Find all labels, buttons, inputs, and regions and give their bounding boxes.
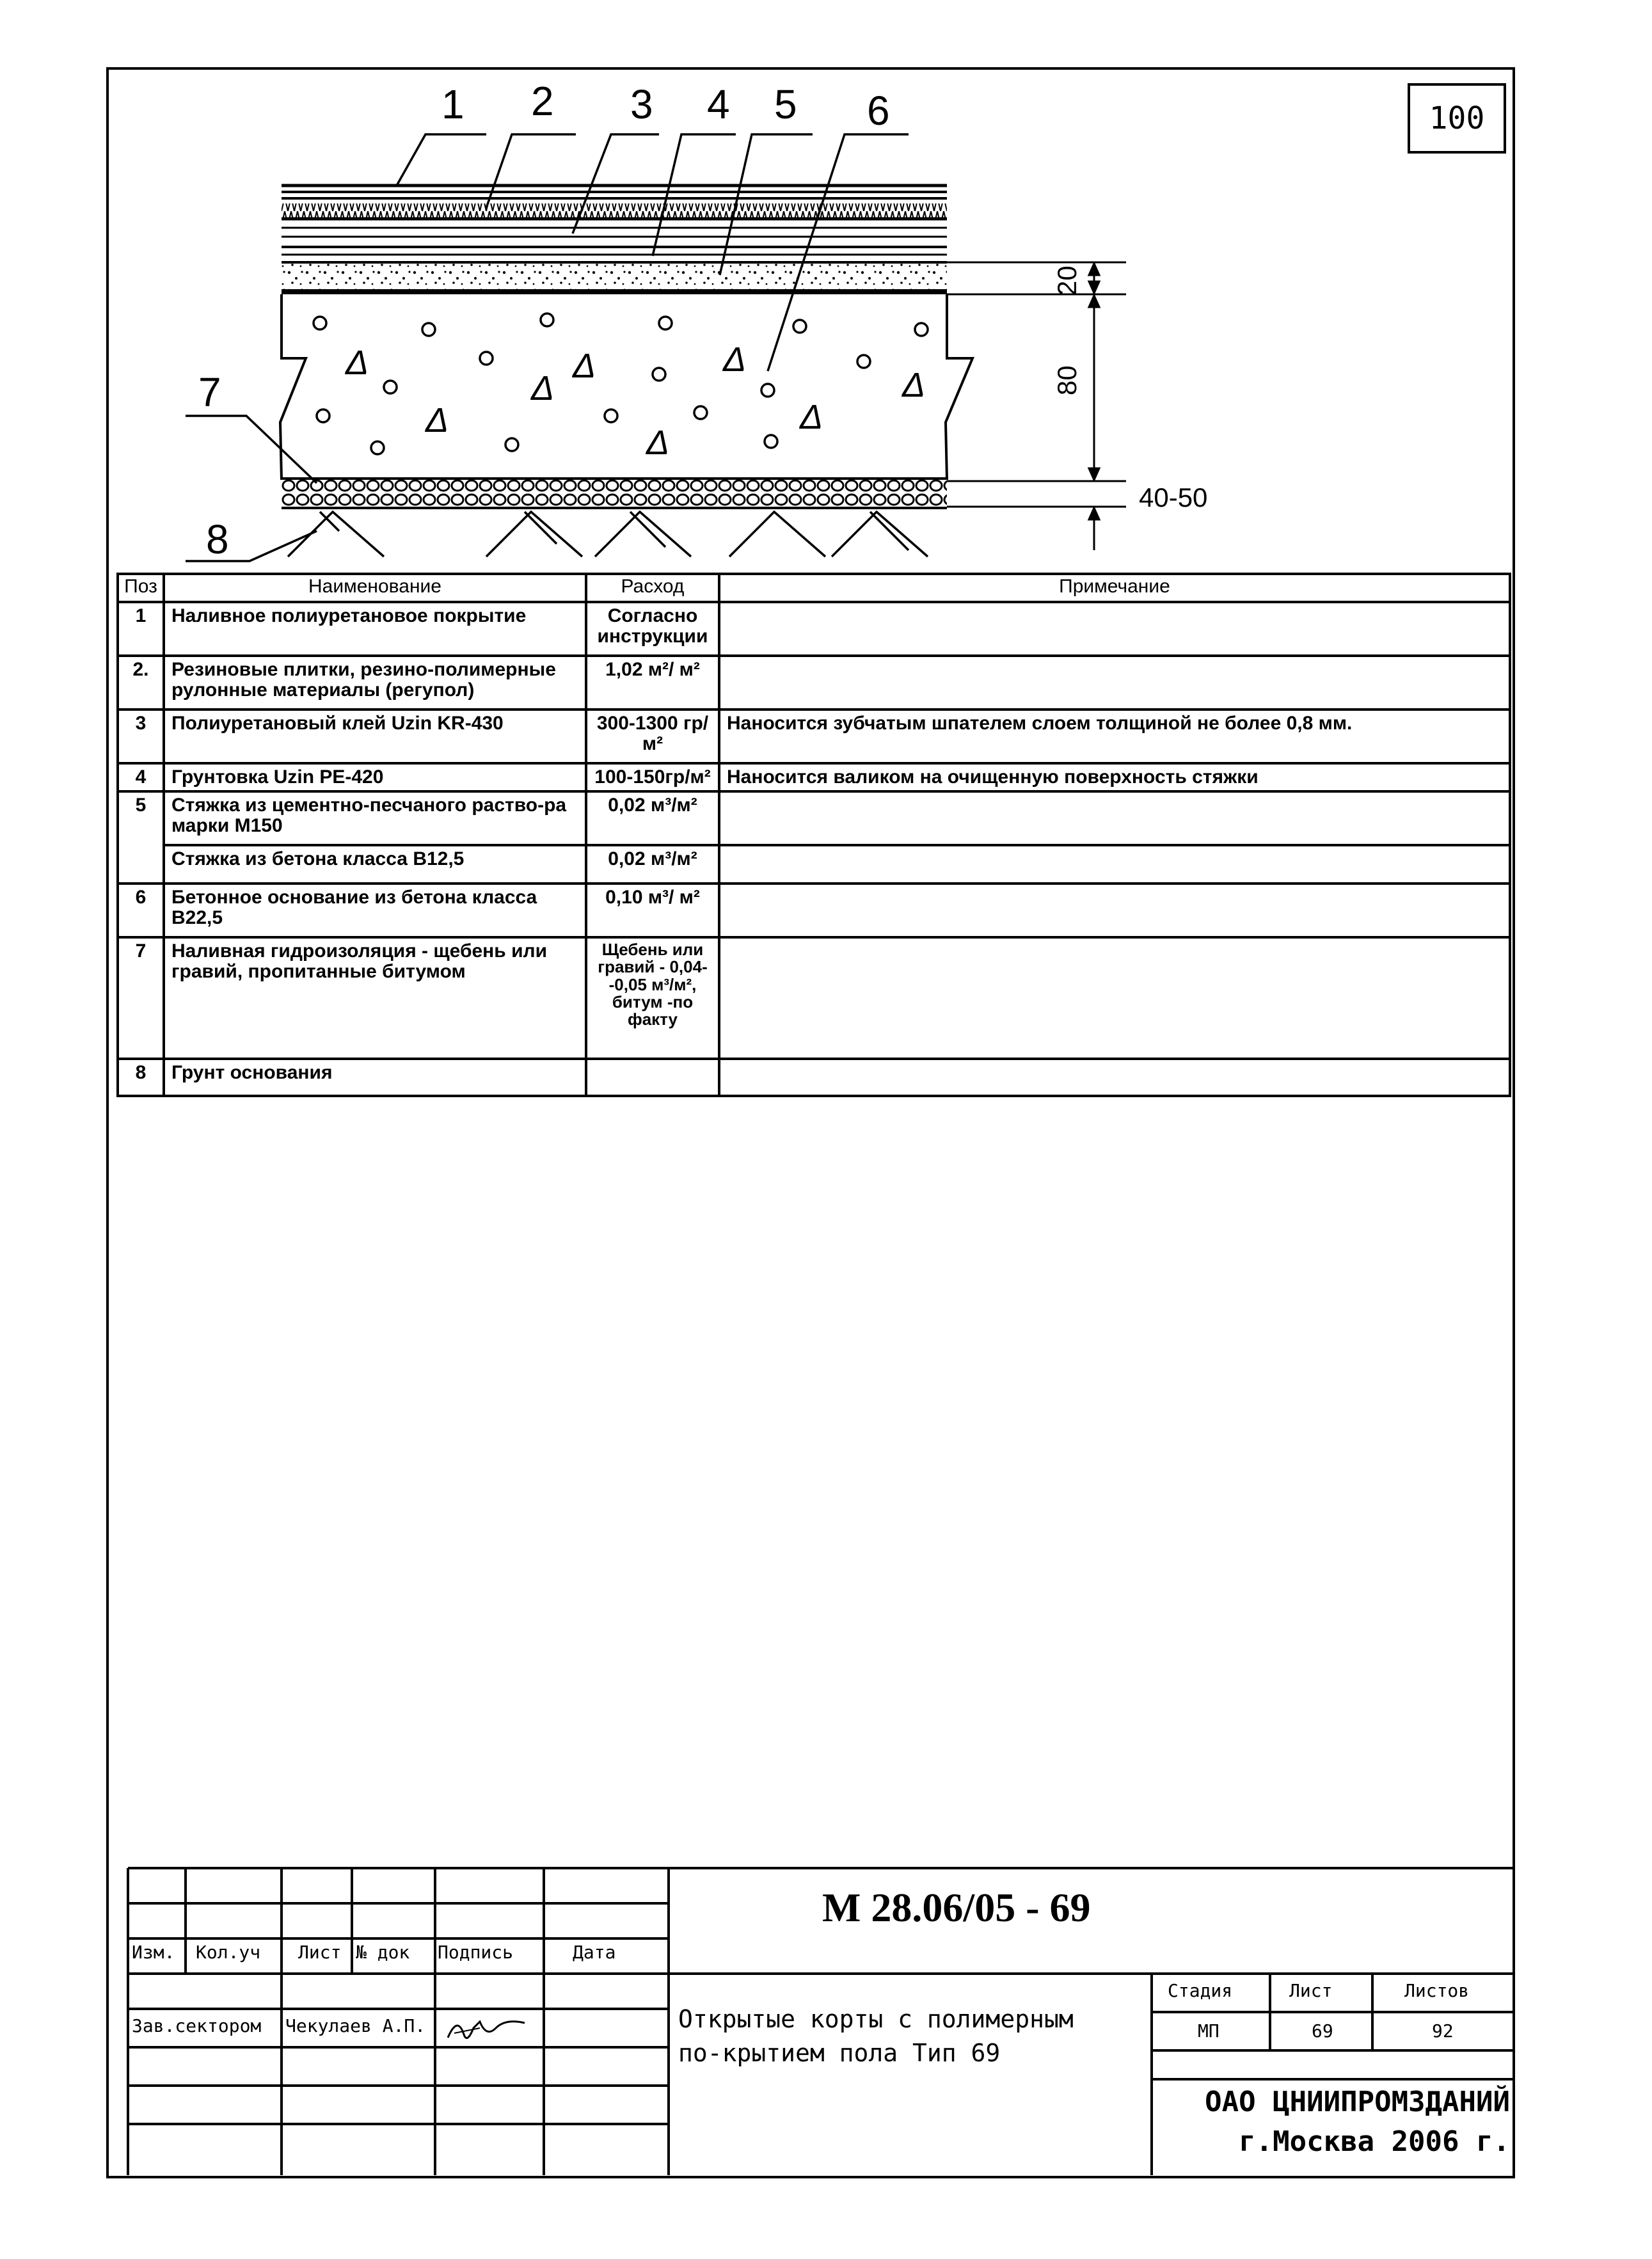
- header-note: Примечание: [719, 574, 1510, 602]
- header-rate: Расход: [586, 574, 719, 602]
- col-header-sign: Подпись: [438, 1942, 514, 1963]
- sheets-label: Листов: [1404, 1980, 1470, 2001]
- svg-text:Δ: Δ: [573, 347, 596, 385]
- header-pos: Поз: [118, 574, 164, 602]
- col-header-ndok: № док: [356, 1942, 410, 1963]
- callout-4: 4: [707, 81, 730, 127]
- signature: [441, 2009, 537, 2047]
- row-rate: 300-1300 гр/м²: [586, 709, 719, 763]
- person-name: Чекулаев А.П.: [285, 2015, 426, 2036]
- row-rate: 0,02 м³/м²: [586, 845, 719, 884]
- dim-80: 80: [1052, 365, 1082, 395]
- row-pos: 5: [118, 791, 164, 884]
- svg-text:Δ: Δ: [800, 398, 823, 436]
- row-pos: 4: [118, 763, 164, 791]
- callout-6: 6: [867, 88, 890, 134]
- row-rate: 0,02 м³/м²: [586, 791, 719, 845]
- callout-7: 7: [198, 369, 221, 415]
- row-name: Полиуретановый клей Uzin KR-430: [164, 709, 586, 763]
- row-note: Наносится зубчатым шпателем слоем толщиной не более 0,8 мм.: [719, 709, 1510, 763]
- org-city-year: г.Москва 2006 г.: [1239, 2125, 1510, 2158]
- row-name: Наливная гидроизоляция - щебень или гравий, пропитанные битумом: [164, 937, 586, 1059]
- row-rate: Согласно инструкции: [586, 602, 719, 656]
- row-rate: 100-150гр/м²: [586, 763, 719, 791]
- document-code: М 28.06/05 - 69: [822, 1885, 1091, 1930]
- row-pos: 7: [118, 937, 164, 1059]
- row-rate: Щебень или гравий - 0,04--0,05 м³/м², битум -по факту: [586, 937, 719, 1059]
- sheet-number: 100: [1429, 100, 1485, 136]
- col-header-list: Лист: [298, 1942, 342, 1963]
- row-rate: 1,02 м²/ м²: [586, 656, 719, 709]
- row-name: Грунт основания: [164, 1059, 586, 1096]
- col-header-kol: Кол.уч: [196, 1942, 261, 1963]
- svg-text:Δ: Δ: [345, 344, 369, 382]
- dim-40-50: 40-50: [1139, 482, 1208, 512]
- document-title: Открытые корты с полимерным по-крытием пола Тип 69: [678, 2005, 1074, 2068]
- row-pos: 6: [118, 884, 164, 937]
- svg-text:Δ: Δ: [723, 340, 747, 379]
- svg-text:Δ: Δ: [531, 369, 555, 408]
- header-name: Наименование: [164, 574, 586, 602]
- row-rate: 0,10 м³/ м²: [586, 884, 719, 937]
- stage-value: МП: [1198, 2020, 1219, 2041]
- sheets-value: 92: [1432, 2020, 1454, 2041]
- callout-1: 1: [441, 81, 465, 127]
- row-name: Стяжка из бетона класса В12,5: [164, 845, 586, 884]
- organization: [1158, 2082, 1510, 2161]
- col-header-izm: Изм.: [132, 1942, 175, 1963]
- row-pos: 8: [118, 1059, 164, 1096]
- row-name: Бетонное основание из бетона класса В22,5: [164, 884, 586, 937]
- sheet-value: 69: [1312, 2020, 1333, 2041]
- svg-text:Δ: Δ: [902, 366, 926, 404]
- row-name: Грунтовка Uzin PE-420: [164, 763, 586, 791]
- role-label: Зав.сектором: [132, 2015, 262, 2036]
- row-pos: 2.: [118, 656, 164, 709]
- row-note: Наносится валиком на очищенную поверхность стяжки: [719, 763, 1510, 791]
- callout-2: 2: [531, 78, 554, 124]
- dim-20: 20: [1052, 266, 1082, 296]
- svg-text:Δ: Δ: [425, 401, 449, 440]
- stage-label: Стадия: [1168, 1980, 1233, 2001]
- row-name: Стяжка из цементно-песчаного раство-ра марки М150: [164, 791, 586, 845]
- sheet-label: Лист: [1289, 1980, 1333, 2001]
- row-name: Наливное полиуретановое покрытие: [164, 602, 586, 656]
- row-pos: 3: [118, 709, 164, 763]
- callout-3: 3: [630, 81, 653, 127]
- org-name: ОАО ЦНИИПРОМЗДАНИЙ: [1205, 2086, 1510, 2118]
- callout-5: 5: [774, 81, 797, 127]
- row-name: Резиновые плитки, резино-полимерные рулонные материалы (регупол): [164, 656, 586, 709]
- svg-text:Δ: Δ: [646, 424, 670, 462]
- row-pos: 1: [118, 602, 164, 656]
- col-header-date: Дата: [573, 1942, 616, 1963]
- callout-8: 8: [206, 516, 229, 562]
